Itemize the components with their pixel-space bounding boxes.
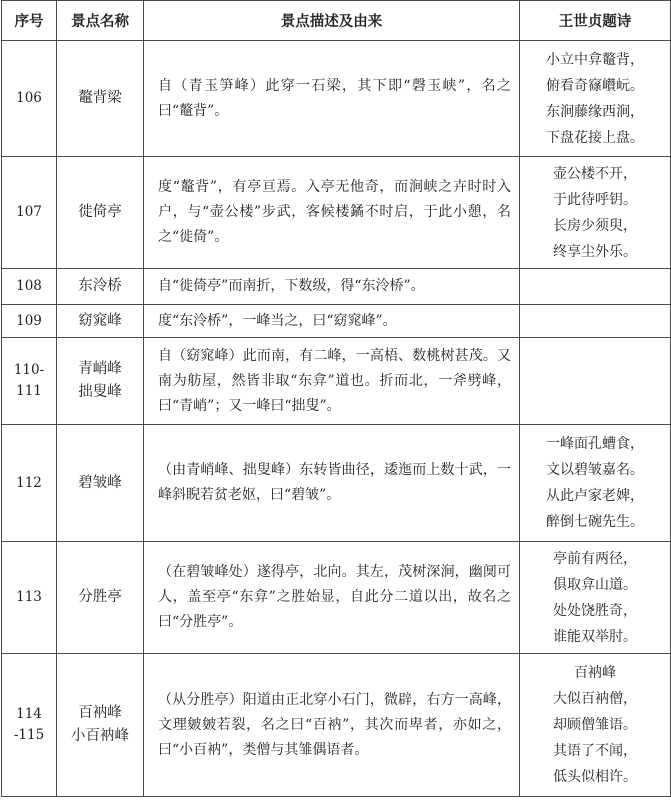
poem-line: 东涧藤缘西涧，	[546, 103, 644, 120]
table-row	[2, 305, 671, 338]
poem-title: 百衲峰	[574, 665, 616, 681]
poem-line: 文以碧皱嘉名。	[546, 462, 644, 478]
header-description: 景点描述及由来	[144, 1, 520, 41]
poem-line: 处处饶胜奇，	[553, 602, 637, 619]
row-poem-empty	[520, 338, 671, 425]
row-name	[57, 542, 144, 654]
row-description: 自（窈窕峰）此而南，有二峰，一高梧、数桃树甚茂。又南为舫屋，然皆非取“东弇”道也。折而北，一斧劈峰，曰“青峭”；又一峰曰“拙叟”。	[144, 338, 520, 425]
poem-line: 谁能双举肘。	[553, 628, 637, 645]
row-description: 度“鼇背”，有亭亘焉。入亭无他奇，而涧峡之卉时时入户，与“壶公楼”步武，客候楼鐍不时启，于此小憩，名之“徙倚”。	[144, 157, 520, 269]
table-row	[2, 41, 671, 157]
row-number	[2, 338, 57, 425]
poem-line: 于此待呼钥。	[553, 191, 637, 208]
row-description: 自“徙倚亭”而南折，下数级，得“东泠桥”。	[144, 269, 520, 305]
row-description: 自（青玉笋峰）此穿一石梁，其下即“磬玉峡”，名之曰“鼇背”。	[144, 41, 520, 157]
row-poem	[520, 41, 671, 157]
table-header-row	[2, 1, 671, 41]
poem-line: 醉倒七碗先生。	[546, 514, 644, 530]
row-description: （在碧皱峰处）遂得亭，北向。其左，茂树深涧，幽阒可人，盖至亭“东弇”之胜始显，自此分二道以出，故名之曰“分胜亭”。	[144, 542, 520, 654]
row-number-line: 114	[16, 706, 42, 722]
row-description: （由青峭峰、拙叟峰）东转皆曲径，逶迤而上数十武，一峰斜睨若贫老妪，曰“碧皱”。	[144, 425, 520, 542]
poem-line: 亭前有两径，	[553, 550, 637, 567]
poem-line: 却顾僧雏语。	[553, 717, 637, 733]
poem-line: 壶公楼不开，	[553, 165, 637, 182]
row-poem-empty	[520, 305, 671, 338]
row-poem	[520, 654, 671, 797]
row-name	[57, 305, 144, 338]
row-name-line: 东泠桥	[78, 278, 122, 294]
row-name	[57, 425, 144, 542]
poem-line: 低头似相许。	[553, 769, 637, 785]
row-name	[57, 157, 144, 269]
table-row	[2, 425, 671, 542]
row-name-line: 碧皱峰	[78, 474, 122, 491]
poem-line: 小立中弇鼇背，	[546, 51, 644, 68]
row-number-line: 111	[16, 383, 42, 399]
row-name-line: 拙叟峰	[78, 384, 122, 400]
header-poem: 王世贞题诗	[520, 1, 671, 41]
row-number: 107	[2, 157, 57, 269]
poem-line: 长房少须臾，	[553, 217, 637, 234]
row-poem	[520, 157, 671, 269]
row-name	[57, 338, 144, 425]
table-row	[2, 542, 671, 654]
row-poem	[520, 425, 671, 542]
poem-line: 大似百衲僧，	[553, 691, 637, 707]
row-name-line: 分胜亭	[78, 589, 122, 605]
poem-line: 下盘花接上盘。	[546, 129, 644, 146]
poem-line: 俯看奇窱巑岏。	[546, 77, 644, 94]
row-name-line: 青峭峰	[78, 361, 122, 377]
row-name	[57, 41, 144, 157]
row-poem-empty	[520, 269, 671, 305]
row-name-line: 徙倚亭	[78, 204, 122, 220]
row-name	[57, 654, 144, 797]
row-poem	[520, 542, 671, 654]
row-number: 106	[2, 41, 57, 157]
poem-line: 俱取弇山道。	[553, 576, 637, 593]
table-row	[2, 269, 671, 305]
row-number	[2, 654, 57, 797]
table-row	[2, 654, 671, 797]
poem-line: 终享尘外乐。	[553, 243, 637, 260]
row-number: 113	[2, 542, 57, 654]
row-number: 108	[2, 269, 57, 305]
row-name-line: 窈窕峰	[78, 312, 122, 329]
table-row	[2, 338, 671, 425]
row-name-line: 百衲峰	[78, 705, 122, 721]
row-description: 度“东泠桥”，一峰当之，曰“窈窕峰”。	[144, 305, 520, 338]
row-name-line: 小百衲峰	[71, 728, 129, 744]
scenic-spots-table	[1, 0, 671, 797]
row-description: （从分胜亭）阳道由正北穿小石门，微辟，右方一高峰，文理皴皴若裂，名之曰“百衲”，其次而卑者，亦如之，曰“小百衲”，类僧与其雏偶语者。	[144, 654, 520, 797]
row-number-line: -115	[13, 727, 45, 743]
header-name: 景点名称	[57, 1, 144, 41]
row-name	[57, 269, 144, 305]
poem-line: 从此卢家老婢，	[546, 488, 644, 504]
row-number: 109	[2, 305, 57, 338]
poem-line: 其语了不闻，	[553, 743, 637, 759]
row-number: 112	[2, 425, 57, 542]
poem-line: 一峰面孔螬食，	[546, 436, 644, 452]
row-name-line: 鼇背梁	[78, 90, 122, 106]
table-row	[2, 157, 671, 269]
header-number: 序号	[2, 1, 57, 41]
row-number-line: 110-	[13, 362, 45, 378]
